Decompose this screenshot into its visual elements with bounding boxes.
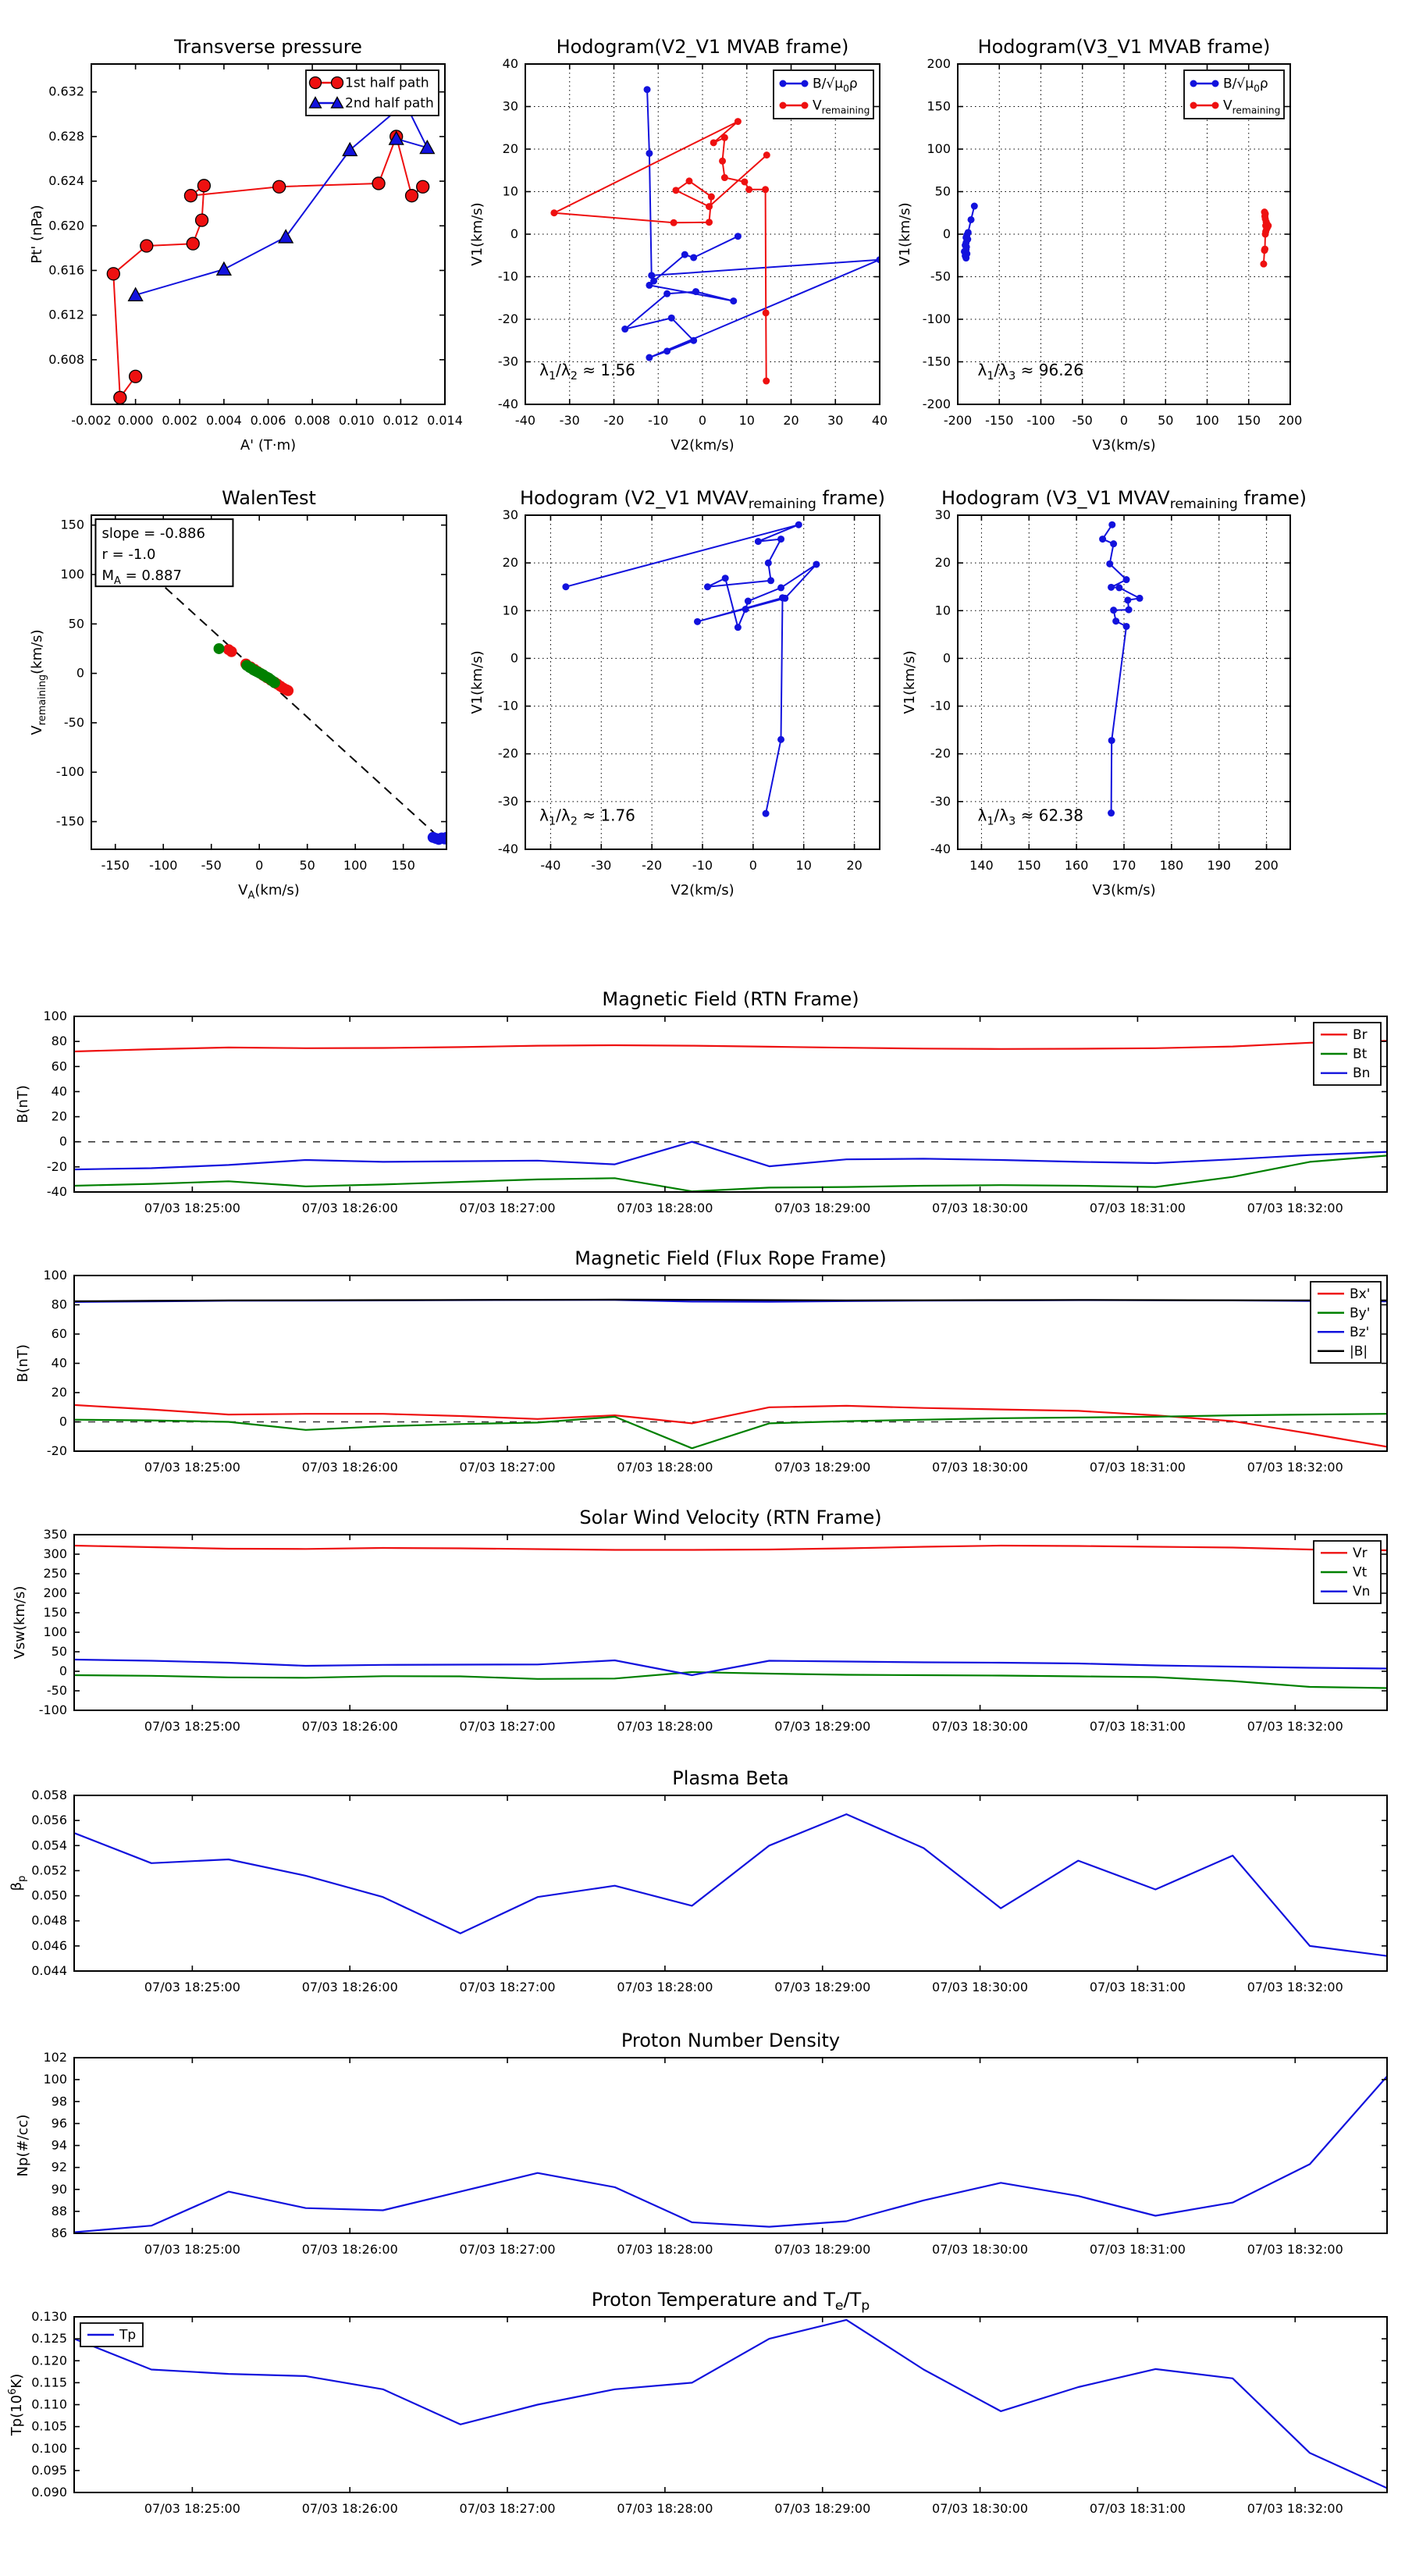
panel-hodogram-v3v1-mvav-ytick-label: -10 (930, 698, 951, 713)
panel-proton-temperature-xtick-label: 07/03 18:27:00 (459, 2501, 556, 2516)
panel-magnetic-field-flux-rope-xtick-label: 07/03 18:29:00 (774, 1460, 871, 1475)
panel-walen-test-ytick-label: -150 (55, 813, 84, 829)
panel-solar-wind-velocity-plot-area (74, 1546, 1387, 1688)
panel-magnetic-field-flux-rope-legend (1311, 1282, 1381, 1363)
panel-magnetic-field-flux-rope-legend-label: |B| (1350, 1343, 1368, 1360)
panel-plasma-beta-xtick-label: 07/03 18:25:00 (144, 1980, 240, 1994)
panel-plasma-beta-xtick-label: 07/03 18:29:00 (774, 1980, 871, 1994)
panel-hodogram-v2v1-mvav-annotation: $\lambda_1/\lambda_2 \approx 1.76$ (539, 806, 635, 828)
panel-hodogram-v2v1-mvav-xtick-label: -20 (642, 858, 663, 873)
panel-hodogram-v2v1-mvav-ytick-label: -40 (497, 841, 518, 856)
panel-hodogram-v3v1-mvab-ytick-label: 100 (927, 141, 951, 156)
panel-solar-wind-velocity-xtick-label: 07/03 18:31:00 (1089, 1719, 1186, 1734)
panel-transverse-pressure-plot-area (107, 96, 434, 404)
panel-hodogram-v2v1-mvab-ytick-label: 40 (502, 56, 518, 71)
panel-hodogram-v3v1-mvav (902, 487, 1307, 898)
panel-hodogram-v3v1-mvav-xtick-label: 140 (969, 858, 994, 873)
panel-solar-wind-velocity-legend-label: Vr (1353, 1545, 1368, 1561)
panel-hodogram-v3v1-mvab-legend (1184, 70, 1284, 119)
panel-proton-number-density (15, 2030, 1387, 2257)
panel-proton-number-density-xtick-label: 07/03 18:27:00 (459, 2242, 556, 2257)
panel-walen-test-xtick-label: -50 (201, 858, 222, 873)
panel-solar-wind-velocity-ytick-label: 300 (43, 1546, 67, 1561)
panel-walen-test-ytick-label: -100 (55, 764, 84, 780)
panel-hodogram-v2v1-mvav-ytick-label: 30 (502, 507, 518, 522)
panel-plasma-beta-ylabel: $\beta_p$ (9, 1875, 28, 1891)
panel-magnetic-field-flux-rope-title: Magnetic Field (Flux Rope Frame) (574, 1247, 887, 1269)
panel-hodogram-v3v1-mvav-series-v-remaining-path (1103, 525, 1140, 813)
panel-hodogram-v3v1-mvab-xtick-label: 100 (1195, 413, 1219, 428)
panel-hodogram-v3v1-mvav-ytick-label: 0 (942, 650, 951, 666)
panel-plasma-beta-xtick-label: 07/03 18:28:00 (617, 1980, 713, 1994)
panel-proton-number-density-ytick-label: 98 (51, 2094, 67, 2109)
panel-hodogram-v3v1-mvav-plot-area (958, 515, 1290, 849)
panel-hodogram-v2v1-mvab-xtick-label: -10 (648, 413, 669, 428)
panel-transverse-pressure-xtick-label: 0.014 (427, 413, 463, 428)
panel-hodogram-v3v1-mvav-xtick-label: 170 (1112, 858, 1136, 873)
panel-walen-test-xlabel: $V_A(km/s)$ (238, 882, 300, 902)
panel-solar-wind-velocity-xtick-label: 07/03 18:30:00 (932, 1719, 1029, 1734)
panel-proton-temperature-ytick-label: 0.090 (31, 2485, 67, 2500)
panel-proton-temperature-legend (80, 2323, 143, 2347)
panel-transverse-pressure-xtick-label: 0.006 (250, 413, 286, 428)
panel-plasma-beta-series-beta-p (74, 1814, 1387, 1956)
panel-solar-wind-velocity-ytick-label: 250 (43, 1566, 67, 1581)
panel-hodogram-v3v1-mvav-annotation: $\lambda_1/\lambda_3 \approx 62.38$ (977, 806, 1084, 828)
panel-plasma-beta-ytick-label: 0.052 (31, 1863, 67, 1878)
panel-magnetic-field-rtn-series-Bn (74, 1142, 1387, 1169)
panel-hodogram-v3v1-mvav-ytick-label: 10 (934, 603, 951, 618)
panel-proton-temperature-xtick-label: 07/03 18:26:00 (301, 2501, 398, 2516)
panel-transverse-pressure-series-2nd-half-path (136, 103, 428, 295)
panel-hodogram-v3v1-mvab-xtick-label: -50 (1072, 413, 1093, 428)
panel-transverse-pressure-legend-label: 2nd half path (345, 95, 434, 112)
panel-hodogram-v2v1-mvab-series-B-sqrt-mu0rho (625, 90, 880, 358)
panel-walen-test-xtick-label: 100 (343, 858, 368, 873)
panel-magnetic-field-rtn (15, 988, 1387, 1215)
panel-magnetic-field-rtn-xtick-label: 07/03 18:29:00 (774, 1201, 871, 1215)
panel-hodogram-v2v1-mvab-xtick-label: 20 (783, 413, 799, 428)
panel-hodogram-v3v1-mvav-ylabel: V1(km/s) (902, 650, 918, 714)
panel-proton-number-density-title: Proton Number Density (621, 2030, 841, 2051)
panel-solar-wind-velocity-xtick-label: 07/03 18:32:00 (1247, 1719, 1343, 1734)
panel-hodogram-v2v1-mvab-xtick-label: 0 (698, 413, 707, 428)
panel-hodogram-v3v1-mvab-ytick-label: -150 (922, 354, 951, 369)
panel-hodogram-v3v1-mvab-ytick-label: -100 (922, 311, 951, 326)
panel-magnetic-field-rtn-xtick-label: 07/03 18:32:00 (1247, 1201, 1343, 1215)
panel-hodogram-v3v1-mvav-xtick-label: 160 (1064, 858, 1089, 873)
panel-plasma-beta-xtick-label: 07/03 18:30:00 (932, 1980, 1029, 1994)
panel-hodogram-v3v1-mvab-xtick-label: 200 (1278, 413, 1303, 428)
panel-proton-number-density-series-Np (74, 2076, 1387, 2233)
panel-walen-test-xtick-label: 0 (255, 858, 264, 873)
panel-solar-wind-velocity-ytick-label: 350 (43, 1527, 67, 1542)
panel-proton-temperature-ytick-label: 0.110 (31, 2396, 67, 2412)
panel-magnetic-field-rtn-xtick-label: 07/03 18:28:00 (617, 1201, 713, 1215)
panel-transverse-pressure (29, 36, 463, 454)
panel-transverse-pressure-xtick-label: 0.008 (294, 413, 331, 428)
panel-solar-wind-velocity-xtick-label: 07/03 18:25:00 (144, 1719, 240, 1734)
panel-hodogram-v2v1-mvab-legend-label: $V_{remaining}$ (813, 98, 870, 116)
panel-proton-temperature-ylabel: $Tp(10^6K)$ (7, 2373, 25, 2436)
panel-proton-number-density-xtick-label: 07/03 18:30:00 (932, 2242, 1029, 2257)
panel-hodogram-v2v1-mvab-ytick-label: -10 (497, 269, 518, 284)
panel-transverse-pressure-ytick-label: 0.608 (48, 351, 84, 367)
panel-magnetic-field-rtn-title: Magnetic Field (RTN Frame) (602, 988, 859, 1010)
panel-solar-wind-velocity-title: Solar Wind Velocity (RTN Frame) (579, 1507, 882, 1528)
panel-transverse-pressure-ytick-label: 0.612 (48, 307, 84, 322)
panel-magnetic-field-rtn-ytick-label: -40 (46, 1184, 67, 1199)
panel-walen-test-ylabel: $V_{remaining}(km/s)$ (29, 629, 48, 735)
panel-hodogram-v3v1-mvav-xtick-label: 150 (1017, 858, 1041, 873)
panel-hodogram-v2v1-mvab-xtick-label: 40 (871, 413, 888, 428)
panel-hodogram-v2v1-mvab-ytick-label: -30 (497, 354, 518, 369)
panel-hodogram-v2v1-mvab-ytick-label: 30 (502, 98, 518, 114)
panel-plasma-beta-xtick-label: 07/03 18:26:00 (301, 1980, 398, 1994)
panel-hodogram-v2v1-mvab-title: Hodogram(V2_V1 MVAB frame) (556, 36, 849, 58)
panel-magnetic-field-rtn-xtick-label: 07/03 18:31:00 (1089, 1201, 1186, 1215)
panel-hodogram-v2v1-mvav-ytick-label: 20 (502, 555, 518, 571)
panel-plasma-beta-plot-area (74, 1814, 1387, 1956)
panel-proton-number-density-ytick-label: 88 (51, 2203, 67, 2218)
panel-proton-temperature (7, 2289, 1387, 2516)
panel-proton-number-density-plot-area (74, 2076, 1387, 2233)
panel-proton-temperature-ytick-label: 0.100 (31, 2440, 67, 2456)
panel-hodogram-v3v1-mvav-ytick-label: -20 (930, 745, 951, 761)
panel-walen-test-xtick-label: 150 (391, 858, 415, 873)
panel-magnetic-field-rtn-ytick-label: 40 (51, 1083, 67, 1099)
panel-transverse-pressure-ytick-label: 0.620 (48, 218, 84, 233)
panel-hodogram-v2v1-mvab-annotation: $\lambda_1/\lambda_2 \approx 1.56$ (539, 360, 635, 382)
panel-hodogram-v3v1-mvab-ylabel: V1(km/s) (897, 202, 913, 266)
panel-walen-test-ytick-label: 50 (68, 616, 84, 632)
panel-transverse-pressure-ytick-label: 0.632 (48, 84, 84, 99)
panel-magnetic-field-flux-rope-plot-area (74, 1300, 1387, 1448)
panel-plasma-beta-ytick-label: 0.056 (31, 1813, 67, 1828)
panel-magnetic-field-rtn-legend (1314, 1023, 1381, 1085)
panel-solar-wind-velocity (12, 1507, 1387, 1734)
panel-magnetic-field-rtn-plot-area (74, 1041, 1387, 1191)
panel-hodogram-v3v1-mvav-title: Hodogram (V3_V1 $MVAV_{remaining}$ frame) (941, 487, 1307, 512)
panel-proton-temperature-plot-area (74, 2320, 1387, 2489)
panel-magnetic-field-flux-rope-xtick-label: 07/03 18:32:00 (1247, 1460, 1343, 1475)
panel-hodogram-v2v1-mvab-ytick-label: 20 (502, 141, 518, 156)
panel-plasma-beta-xtick-label: 07/03 18:27:00 (459, 1980, 556, 1994)
panel-walen-test-ytick-label: 0 (76, 665, 84, 681)
panel-hodogram-v3v1-mvab-ytick-label: -200 (922, 397, 951, 411)
panel-plasma-beta-ytick-label: 0.054 (31, 1838, 67, 1853)
panel-magnetic-field-rtn-legend-label: Bn (1353, 1066, 1371, 1082)
panel-hodogram-v2v1-mvav-xtick-label: -30 (591, 858, 612, 873)
panel-magnetic-field-rtn-series-Br (74, 1041, 1387, 1051)
panel-hodogram-v3v1-mvav-xtick-label: 200 (1254, 858, 1279, 873)
panel-hodogram-v3v1-mvab-xtick-label: 0 (1119, 413, 1129, 428)
panel-hodogram-v2v1-mvab-ytick-label: 10 (502, 183, 518, 199)
panel-hodogram-v2v1-mvab-xtick-label: 30 (827, 413, 844, 428)
panel-proton-temperature-ytick-label: 0.115 (31, 2375, 67, 2390)
panel-hodogram-v2v1-mvab-ytick-label: -20 (497, 311, 518, 326)
panel-plasma-beta-title: Plasma Beta (672, 1767, 789, 1789)
panel-hodogram-v2v1-mvav-ylabel: V1(km/s) (469, 650, 486, 714)
panel-magnetic-field-rtn-ytick-label: 80 (51, 1034, 67, 1049)
panel-hodogram-v3v1-mvab-ytick-label: -50 (930, 269, 951, 284)
panel-magnetic-field-flux-rope-xtick-label: 07/03 18:30:00 (932, 1460, 1029, 1475)
panel-solar-wind-velocity-series-Vr (74, 1546, 1387, 1550)
panel-solar-wind-velocity-ytick-label: 0 (59, 1663, 67, 1678)
panel-hodogram-v3v1-mvav-ytick-label: 30 (934, 507, 951, 522)
panel-solar-wind-velocity-ytick-label: 200 (43, 1585, 67, 1600)
panel-transverse-pressure-ytick-label: 0.616 (48, 262, 84, 278)
panel-plasma-beta (9, 1767, 1387, 1994)
panel-proton-number-density-xtick-label: 07/03 18:31:00 (1089, 2242, 1186, 2257)
panel-proton-number-density-xtick-label: 07/03 18:28:00 (617, 2242, 713, 2257)
panel-magnetic-field-rtn-xtick-label: 07/03 18:27:00 (459, 1201, 556, 1215)
panel-plasma-beta-xtick-label: 07/03 18:32:00 (1247, 1980, 1343, 1994)
panel-hodogram-v2v1-mvab-legend-label: $B/√\mu_0\rho$ (813, 76, 858, 94)
panel-plasma-beta-ytick-label: 0.044 (31, 1963, 67, 1978)
panel-transverse-pressure-xtick-label: 0.012 (382, 413, 419, 428)
panel-solar-wind-velocity-xtick-label: 07/03 18:26:00 (301, 1719, 398, 1734)
panel-hodogram-v2v1-mvab-xtick-label: -20 (603, 413, 624, 428)
panel-solar-wind-velocity-legend-label: Vt (1353, 1564, 1368, 1581)
panel-hodogram-v3v1-mvab (897, 36, 1302, 454)
panel-hodogram-v2v1-mvav-ytick-label: 0 (510, 650, 518, 666)
panel-hodogram-v2v1-mvav-ytick-label: -30 (497, 793, 518, 809)
panel-hodogram-v2v1-mvav-xtick-label: -10 (692, 858, 713, 873)
panel-solar-wind-velocity-ytick-label: -100 (38, 1703, 67, 1717)
panel-proton-temperature-xtick-label: 07/03 18:29:00 (774, 2501, 871, 2516)
panel-magnetic-field-flux-rope-ylabel: B(nT) (15, 1344, 31, 1382)
panel-magnetic-field-flux-rope-ytick-label: 20 (51, 1385, 67, 1400)
panel-hodogram-v3v1-mvab-ytick-label: 200 (927, 56, 951, 71)
panel-magnetic-field-rtn-ytick-label: 100 (43, 1009, 67, 1023)
panel-hodogram-v2v1-mvav-xtick-label: 0 (749, 858, 757, 873)
panel-hodogram-v2v1-mvab-ytick-label: 0 (510, 226, 518, 241)
panel-magnetic-field-rtn-ytick-label: 60 (51, 1059, 67, 1074)
panel-proton-number-density-xtick-label: 07/03 18:29:00 (774, 2242, 871, 2257)
panel-hodogram-v2v1-mvav-xtick-label: -40 (540, 858, 561, 873)
panel-transverse-pressure-legend-label: 1st half path (345, 75, 429, 91)
panel-proton-number-density-xtick-label: 07/03 18:26:00 (301, 2242, 398, 2257)
panel-magnetic-field-flux-rope-ytick-label: 40 (51, 1355, 67, 1371)
panel-hodogram-v2v1-mvav-ytick-label: -20 (497, 745, 518, 761)
panel-hodogram-v3v1-mvab-legend-label: $B/√\mu_0\rho$ (1223, 76, 1268, 94)
panel-proton-temperature-xtick-label: 07/03 18:30:00 (932, 2501, 1029, 2516)
panel-walen-test-ytick-label: 150 (60, 517, 84, 532)
panel-hodogram-v2v1-mvab-series-V-remaining (554, 122, 767, 381)
panel-solar-wind-velocity-legend-label: Vn (1353, 1584, 1371, 1600)
panel-hodogram-v2v1-mvav-ytick-label: 10 (502, 603, 518, 618)
panel-magnetic-field-flux-rope-legend-label: By' (1350, 1305, 1371, 1322)
panel-hodogram-v3v1-mvab-xtick-label: -200 (943, 413, 973, 428)
panel-proton-number-density-ytick-label: 96 (51, 2115, 67, 2131)
panel-proton-temperature-ytick-label: 0.105 (31, 2418, 67, 2434)
panel-proton-temperature-ytick-label: 0.125 (31, 2331, 67, 2347)
panel-hodogram-v2v1-mvab-xtick-label: 10 (738, 413, 755, 428)
panel-plasma-beta-ytick-label: 0.058 (31, 1788, 67, 1802)
panel-transverse-pressure-xtick-label: 0.002 (162, 413, 198, 428)
panel-transverse-pressure-title: Transverse pressure (174, 36, 362, 58)
panel-plasma-beta-ytick-label: 0.048 (31, 1912, 67, 1928)
panel-hodogram-v2v1-mvab-xtick-label: -30 (559, 413, 580, 428)
panel-proton-number-density-xtick-label: 07/03 18:32:00 (1247, 2242, 1343, 2257)
panel-magnetic-field-rtn-ylabel: B(nT) (15, 1085, 31, 1123)
panel-hodogram-v3v1-mvab-ytick-label: 50 (934, 183, 951, 199)
panel-magnetic-field-rtn-ytick-label: 20 (51, 1108, 67, 1124)
panel-hodogram-v2v1-mvav-title: Hodogram (V2_V1 $MVAV_{remaining}$ frame) (519, 487, 886, 512)
panel-proton-temperature-xtick-label: 07/03 18:28:00 (617, 2501, 713, 2516)
panel-transverse-pressure-ytick-label: 0.628 (48, 128, 84, 144)
panel-proton-temperature-xtick-label: 07/03 18:25:00 (144, 2501, 240, 2516)
panel-proton-number-density-frame (74, 2058, 1387, 2233)
panel-magnetic-field-flux-rope-xtick-label: 07/03 18:27:00 (459, 1460, 556, 1475)
panel-magnetic-field-flux-rope-legend-label: Bx' (1350, 1286, 1371, 1302)
panel-hodogram-v3v1-mvab-xtick-label: 50 (1158, 413, 1174, 428)
panel-hodogram-v3v1-mvav-ytick-label: -30 (930, 793, 951, 809)
panel-walen-test-xtick-label: 50 (299, 858, 315, 873)
panel-hodogram-v3v1-mvab-xtick-label: -150 (985, 413, 1014, 428)
panel-hodogram-v2v1-mvab-xtick-label: -40 (514, 413, 536, 428)
panel-magnetic-field-flux-rope (15, 1247, 1387, 1475)
panel-hodogram-v2v1-mvav-plot-area (525, 515, 880, 849)
panel-proton-temperature-legend-label: Tp (119, 2327, 137, 2343)
panel-walen-test-stats-box (95, 519, 233, 587)
panel-proton-number-density-ytick-label: 94 (51, 2137, 67, 2153)
panel-hodogram-v2v1-mvav-series-v-remaining-path (566, 525, 816, 813)
panel-hodogram-v3v1-mvab-ytick-label: 150 (927, 98, 951, 114)
panel-hodogram-v3v1-mvab-title: Hodogram(V3_V1 MVAB frame) (977, 36, 1271, 58)
panel-transverse-pressure-ylabel: Pt' (nPa) (29, 205, 45, 264)
panel-solar-wind-velocity-xtick-label: 07/03 18:28:00 (617, 1719, 713, 1734)
panel-magnetic-field-rtn-ytick-label: -20 (46, 1158, 67, 1174)
panel-hodogram-v2v1-mvab (469, 36, 887, 454)
panel-hodogram-v3v1-mvab-xtick-label: -100 (1026, 413, 1055, 428)
panel-hodogram-v3v1-mvav-xtick-label: 180 (1159, 858, 1184, 873)
panel-magnetic-field-rtn-xtick-label: 07/03 18:30:00 (932, 1201, 1029, 1215)
panel-transverse-pressure-xtick-label: 0.000 (117, 413, 154, 428)
panel-solar-wind-velocity-xtick-label: 07/03 18:27:00 (459, 1719, 556, 1734)
panel-magnetic-field-rtn-legend-label: Bt (1353, 1046, 1368, 1062)
panel-hodogram-v3v1-mvab-xlabel: V3(km/s) (1092, 437, 1156, 454)
panel-hodogram-v3v1-mvav-xtick-label: 190 (1207, 858, 1231, 873)
panel-walen-test (29, 487, 452, 902)
panel-magnetic-field-flux-rope-xtick-label: 07/03 18:26:00 (301, 1460, 398, 1475)
panel-hodogram-v2v1-mvav-xtick-label: 10 (795, 858, 812, 873)
panel-solar-wind-velocity-xtick-label: 07/03 18:29:00 (774, 1719, 871, 1734)
panel-hodogram-v3v1-mvav-ytick-label: 20 (934, 555, 951, 571)
panel-proton-temperature-ytick-label: 0.120 (31, 2353, 67, 2368)
panel-transverse-pressure-xtick-label: 0.010 (338, 413, 375, 428)
panel-walen-test-xtick-label: -100 (149, 858, 178, 873)
panel-plasma-beta-frame (74, 1795, 1387, 1971)
panel-transverse-pressure-xtick-label: -0.002 (71, 413, 112, 428)
panel-magnetic-field-flux-rope-ytick-label: 0 (59, 1414, 67, 1429)
panel-hodogram-v2v1-mvab-ylabel: V1(km/s) (469, 202, 486, 266)
panel-solar-wind-velocity-ytick-label: -50 (46, 1683, 67, 1698)
panel-solar-wind-velocity-series-Vt (74, 1672, 1387, 1688)
panel-magnetic-field-flux-rope-ytick-label: 60 (51, 1326, 67, 1341)
panel-transverse-pressure-ytick-label: 0.624 (48, 173, 84, 189)
panel-transverse-pressure-xlabel: A' (T·m) (240, 437, 297, 454)
panel-magnetic-field-flux-rope-ytick-label: 80 (51, 1297, 67, 1312)
panel-proton-number-density-xtick-label: 07/03 18:25:00 (144, 2242, 240, 2257)
panel-hodogram-v2v1-mvav-ytick-label: -10 (497, 698, 518, 713)
panel-hodogram-v2v1-mvav-xlabel: V2(km/s) (670, 882, 735, 898)
panel-magnetic-field-flux-rope-xtick-label: 07/03 18:25:00 (144, 1460, 240, 1475)
panel-proton-number-density-ytick-label: 100 (43, 2072, 67, 2087)
panel-walen-test-stats-line: $M_A = 0.887$ (101, 568, 182, 588)
panel-proton-number-density-ytick-label: 90 (51, 2181, 67, 2197)
panel-hodogram-v3v1-mvab-annotation: $\lambda_1/\lambda_3 \approx 96.26$ (977, 360, 1084, 382)
panel-hodogram-v2v1-mvav (469, 487, 885, 898)
panel-proton-temperature-title: Proton Temperature and $T_e/T_p$ (591, 2289, 870, 2314)
panel-magnetic-field-rtn-frame (74, 1016, 1387, 1192)
panel-transverse-pressure-series-1st-half-path (113, 137, 422, 398)
panel-magnetic-field-flux-rope-ytick-label: 100 (43, 1268, 67, 1283)
panel-proton-temperature-xtick-label: 07/03 18:31:00 (1089, 2501, 1186, 2516)
panel-proton-temperature-ytick-label: 0.095 (31, 2462, 67, 2478)
panel-proton-temperature-frame (74, 2317, 1387, 2492)
panel-walen-test-ytick-label: 100 (60, 566, 84, 582)
panel-proton-temperature-ytick-label: 0.130 (31, 2309, 67, 2324)
panel-proton-temperature-series-Tp (74, 2320, 1387, 2489)
panel-solar-wind-velocity-ytick-label: 150 (43, 1605, 67, 1620)
panel-proton-number-density-ytick-label: 92 (51, 2159, 67, 2175)
panel-hodogram-v2v1-mvav-xtick-label: 20 (846, 858, 863, 873)
panel-proton-number-density-ytick-label: 102 (43, 2050, 67, 2065)
panel-proton-number-density-ylabel: Np(#/cc) (15, 2114, 31, 2177)
panel-magnetic-field-rtn-xtick-label: 07/03 18:26:00 (301, 1201, 398, 1215)
panel-transverse-pressure-xtick-label: 0.004 (205, 413, 242, 428)
panel-solar-wind-velocity-legend (1314, 1541, 1381, 1603)
panel-hodogram-v2v1-mvab-legend (774, 70, 873, 119)
panel-solar-wind-velocity-ytick-label: 100 (43, 1624, 67, 1639)
panel-proton-temperature-xtick-label: 07/03 18:32:00 (1247, 2501, 1343, 2516)
panel-solar-wind-velocity-ylabel: Vsw(km/s) (12, 1585, 28, 1660)
panel-hodogram-v3v1-mvab-legend-label: $V_{remaining}$ (1223, 98, 1281, 116)
panel-walen-test-stats-line: slope = -0.886 (101, 525, 205, 543)
panel-walen-test-stats-line: r = -1.0 (101, 546, 156, 564)
panel-magnetic-field-rtn-legend-label: Br (1353, 1026, 1368, 1043)
panel-hodogram-v2v1-mvab-xlabel: V2(km/s) (670, 437, 735, 454)
panel-magnetic-field-rtn-ytick-label: 0 (59, 1133, 67, 1149)
panel-magnetic-field-flux-rope-series-By' (74, 1414, 1387, 1448)
panel-solar-wind-velocity-frame (74, 1535, 1387, 1710)
panel-magnetic-field-flux-rope-xtick-label: 07/03 18:31:00 (1089, 1460, 1186, 1475)
panel-plasma-beta-ytick-label: 0.046 (31, 1937, 67, 1953)
panel-hodogram-v2v1-mvab-ytick-label: -40 (497, 397, 518, 411)
panel-walen-test-title: WalenTest (222, 487, 316, 509)
panel-hodogram-v3v1-mvav-ytick-label: -40 (930, 841, 951, 856)
panel-magnetic-field-flux-rope-ytick-label: -20 (46, 1443, 67, 1458)
panel-plasma-beta-ytick-label: 0.050 (31, 1888, 67, 1903)
panel-hodogram-v3v1-mvav-xlabel: V3(km/s) (1092, 882, 1156, 898)
panel-walen-test-ytick-label: -50 (63, 714, 84, 730)
panel-proton-number-density-ytick-label: 86 (51, 2226, 67, 2240)
panel-magnetic-field-rtn-xtick-label: 07/03 18:25:00 (144, 1201, 240, 1215)
panel-plasma-beta-xtick-label: 07/03 18:31:00 (1089, 1980, 1186, 1994)
panel-hodogram-v3v1-mvab-xtick-label: 150 (1236, 413, 1261, 428)
panel-walen-test-xtick-label: -150 (101, 858, 130, 873)
panel-solar-wind-velocity-ytick-label: 50 (51, 1644, 67, 1659)
panel-transverse-pressure-legend (306, 70, 439, 116)
panel-magnetic-field-flux-rope-legend-label: Bz' (1350, 1324, 1370, 1340)
panel-hodogram-v3v1-mvab-ytick-label: 0 (942, 226, 951, 241)
panel-magnetic-field-flux-rope-xtick-label: 07/03 18:28:00 (617, 1460, 713, 1475)
